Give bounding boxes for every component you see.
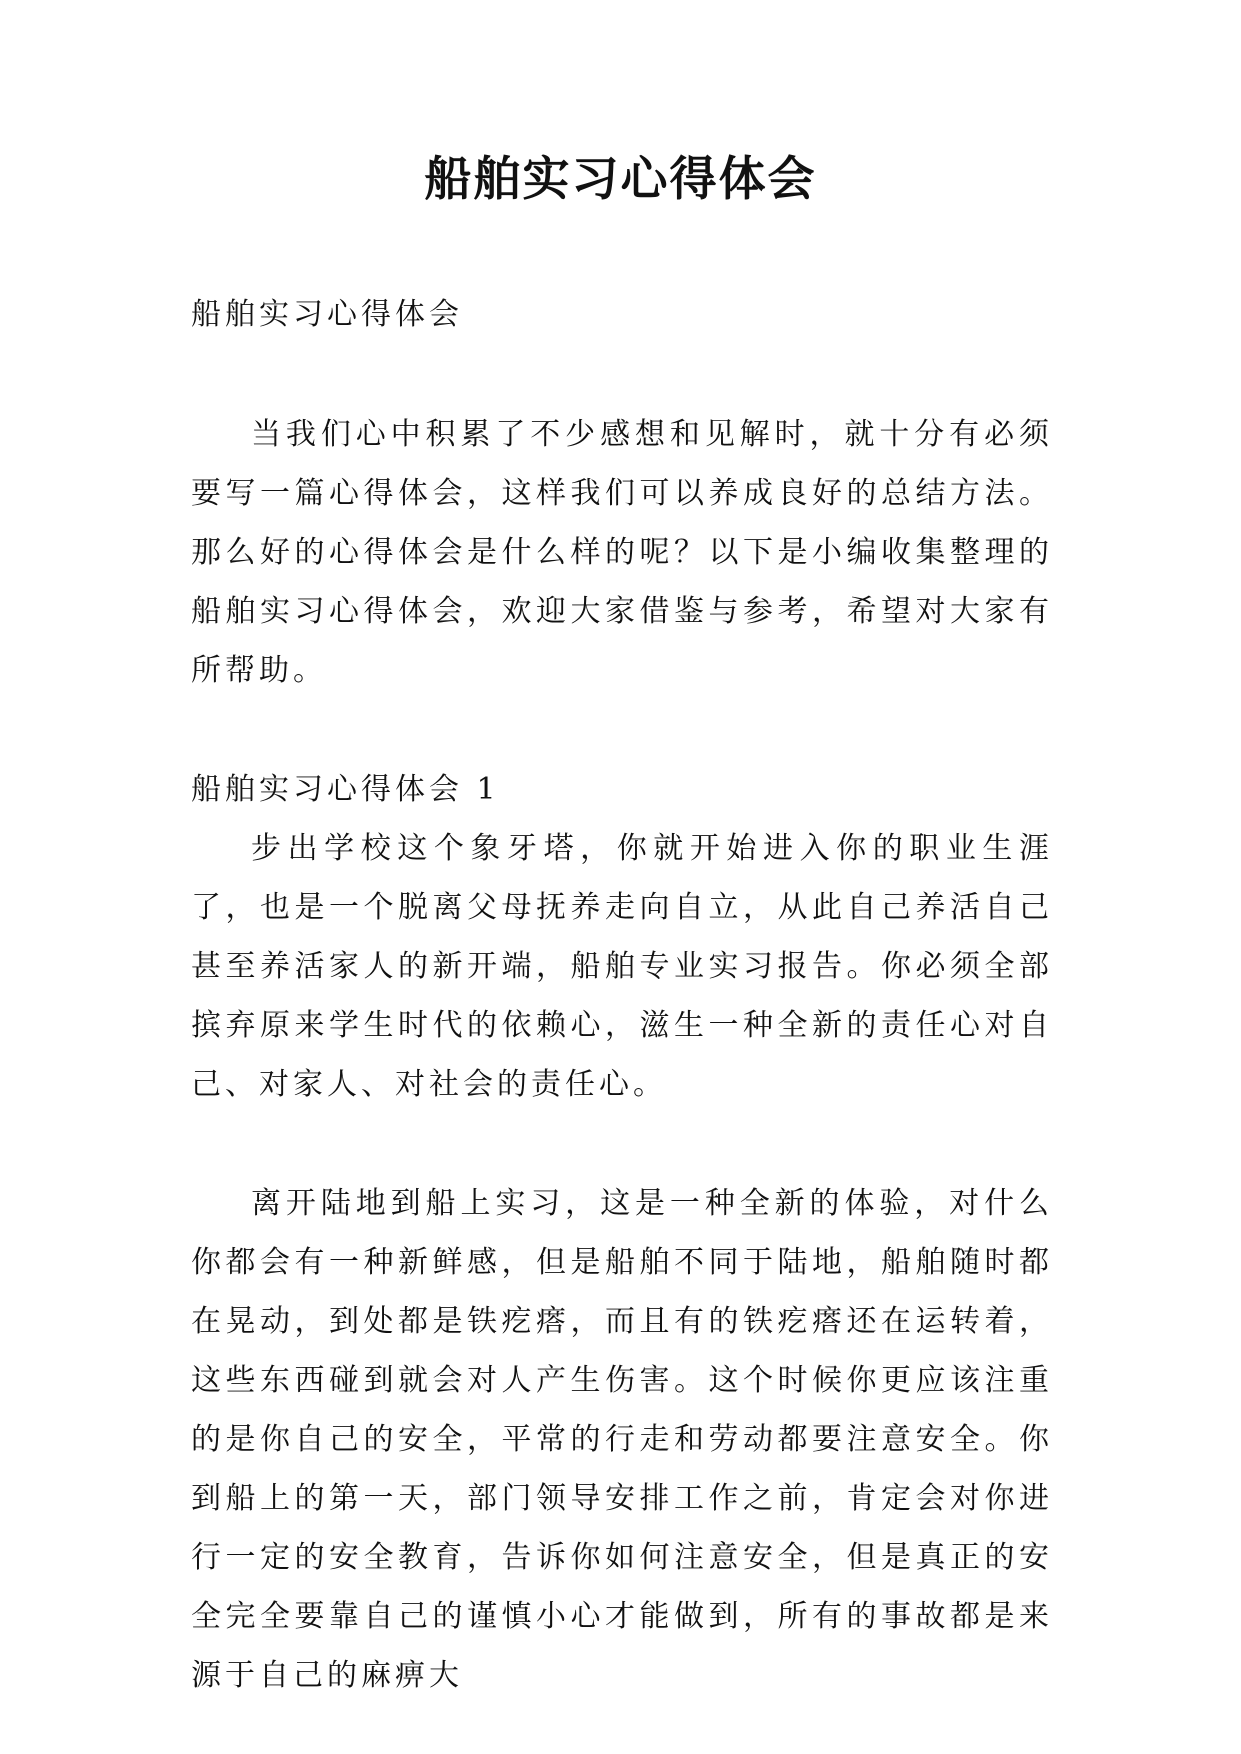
spacer [191, 1114, 1053, 1174]
document-subtitle: 船舶实习心得体会 [191, 297, 463, 332]
section-heading: 船舶实习心得体会 1 [191, 772, 500, 807]
intro-paragraph: 当我们心中积累了不少感想和见解时，就十分有必须要写一篇心得体会，这样我们可以养成良好的总结方法。那么好的心得体会是什么样的呢？以下是小编收集整理的船舶实习心得体会，欢迎大家借鉴与参考，希望对大家有所帮助。 [191, 417, 1053, 688]
document-body [191, 285, 1053, 1705]
section-paragraph-2: 离开陆地到船上实习，这是一种全新的体验，对什么你都会有一种新鲜感，但是船舶不同于陆地，船舶随时都在晃动，到处都是铁疙瘩，而且有的铁疙瘩还在运转着，这些东西碰到就会对人产生伤害。这个时候你更应该注重的是你自己的安全，平常的行走和劳动都要注意安全。你到船上的第一天，部门领导安排工作之前，肯定会对你进行一定的安全教育，告诉你如何注意安全，但是真正的安全完全要靠自己的谨慎小心才能做到，所有的事故都是来源于自己的麻痹大 [191, 1186, 1053, 1693]
section-paragraph-1: 步出学校这个象牙塔，你就开始进入你的职业生涯了，也是一个脱离父母抚养走向自立，从此自己养活自己甚至养活家人的新开端，船舶专业实习报告。你必须全部摈弃原来学生时代的依赖心，滋生一种全新的责任心对自己、对家人、对社会的责任心。 [191, 831, 1053, 1102]
spacer [191, 344, 1053, 405]
spacer [191, 700, 1053, 760]
page-title: 船舶实习心得体会 [424, 152, 817, 207]
